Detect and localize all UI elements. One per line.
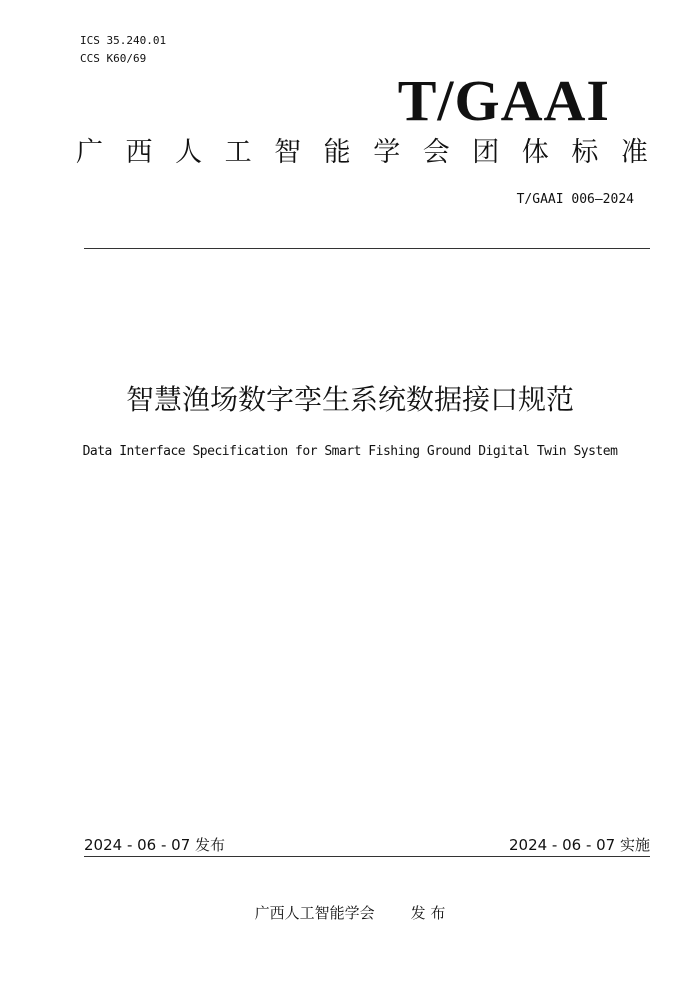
- footer-divider: [84, 856, 650, 857]
- publish-word: 发 布: [410, 904, 446, 922]
- standard-number: T/GAAI 006—2024: [516, 192, 634, 207]
- organization-char: 智: [274, 137, 302, 168]
- organization-char: 体: [521, 137, 549, 168]
- organization-char: 西: [125, 137, 153, 168]
- organization-char: 工: [224, 137, 252, 168]
- publisher-line: [0, 903, 700, 923]
- ics-code: ICS 35.240.01: [80, 34, 167, 47]
- header-divider: [84, 248, 650, 249]
- implement-date: 2024 - 06 - 07 实施: [508, 836, 650, 854]
- organization-char: 学: [373, 137, 401, 168]
- ccs-code: CCS K60/69: [80, 52, 147, 65]
- publish-date: 2024 - 06 - 07 发布: [84, 836, 226, 854]
- publisher-name: 广西人工智能学会: [254, 904, 375, 922]
- document-title-english: Data Interface Specification for Smart Fishing Ground Digital Twin System: [82, 444, 618, 459]
- organization-char: 人: [175, 137, 203, 168]
- organization-char: 准: [620, 137, 648, 168]
- standard-logo: T/GAAI: [397, 68, 610, 133]
- document-title-chinese: 智慧渔场数字孪生系统数据接口规范: [125, 383, 574, 416]
- organization-char: 团: [472, 137, 500, 168]
- organization-name: [76, 136, 648, 170]
- organization-char: 广: [76, 137, 103, 168]
- organization-char: 标: [571, 137, 599, 168]
- organization-char: 能: [323, 137, 351, 168]
- organization-char: 会: [422, 137, 450, 168]
